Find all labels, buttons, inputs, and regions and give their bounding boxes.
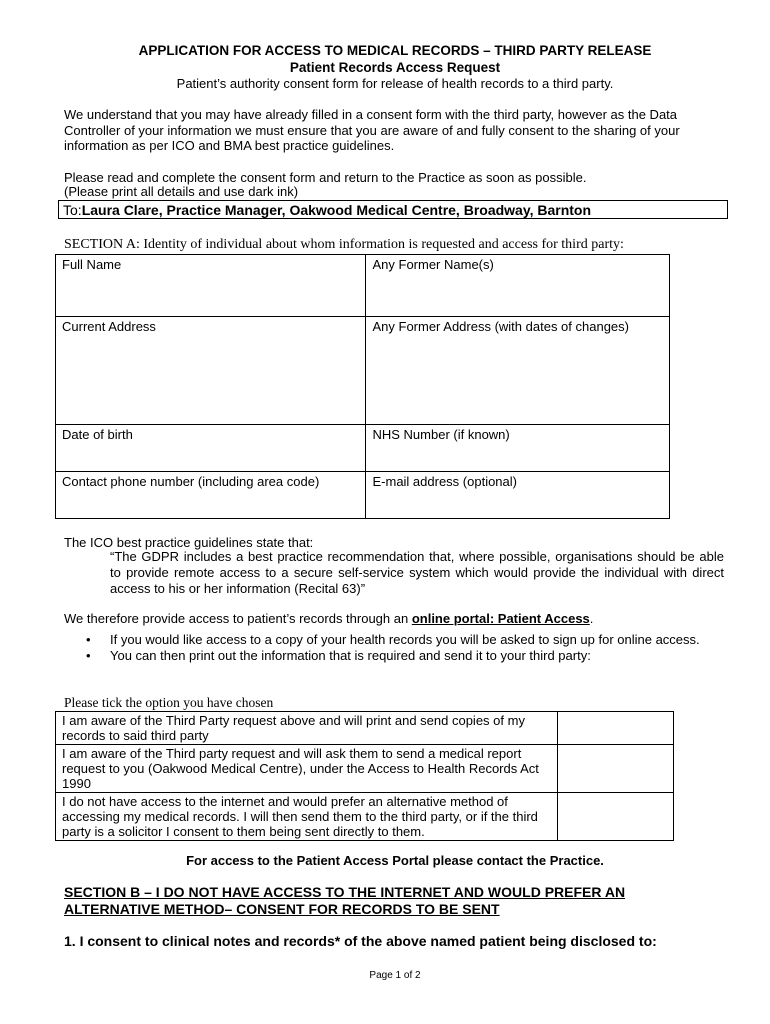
- date-of-birth-label: Date of birth: [62, 427, 133, 442]
- recipient-name: Laura Clare, Practice Manager, Oakwood Medical Centre, Broadway, Barnton: [81, 202, 592, 218]
- options-heading: Please tick the option you have chosen: [64, 695, 274, 710]
- phone-number-field[interactable]: [56, 472, 366, 519]
- portal-text-before: We therefore provide access to patient’s records through an: [64, 611, 412, 626]
- full-name-field[interactable]: [56, 255, 366, 317]
- option-1-text: [56, 712, 558, 745]
- consent-statement: 1. I consent to clinical notes and records* of the above named patient being disclosed to:: [64, 933, 657, 949]
- recipient-prefix: To:: [63, 202, 82, 218]
- option-1-label: I am aware of the Third Party request above and will print and send copies of my records to said third party: [62, 713, 525, 743]
- section-b-heading: [64, 884, 625, 918]
- bullet-text: If you would like access to a copy of your health records you will be asked to sign up for online access.: [110, 632, 700, 647]
- section-b-line-2: ALTERNATIVE METHOD– CONSENT FOR RECORDS TO BE SENT: [64, 901, 500, 917]
- section-a-heading: SECTION A: Identity of individual about whom information is requested and access for third party:: [64, 237, 624, 252]
- option-2-tick-box[interactable]: [558, 745, 674, 793]
- former-names-label: Any Former Name(s): [372, 257, 494, 272]
- former-address-field[interactable]: [366, 317, 670, 425]
- portal-link[interactable]: online portal: Patient Access: [411, 611, 590, 626]
- section-b-line-1: SECTION B – I DO NOT HAVE ACCESS TO THE INTERNET AND WOULD PREFER AN: [64, 884, 626, 900]
- option-2-label: I am aware of the Third party request and will ask them to send a medical report request to you (Oakwood Medical Centre), under the Access to Health Records Act 1990: [62, 746, 539, 791]
- intro-paragraph: We understand that you may have already filled in a consent form with the third party, however as the Data Controller of your information we must ensure that you are aware of and fully consent to the sharing of your information as per ICO and BMA best practice guidelines.: [64, 107, 680, 153]
- form-description: Patient’s authority consent form for release of health records to a third party.: [176, 76, 614, 91]
- email-label: E-mail address (optional): [372, 474, 517, 489]
- bullet-text: You can then print out the information that is required and send it to your third party:: [110, 648, 591, 663]
- instructions-line-1: Please read and complete the consent form and return to the Practice as soon as possible.: [64, 170, 587, 185]
- ico-intro: The ICO best practice guidelines state that:: [64, 535, 314, 550]
- portal-text-after: .: [589, 611, 594, 626]
- list-item: [86, 648, 726, 664]
- full-name-label: Full Name: [62, 257, 122, 272]
- page-number: Page 1 of 2: [369, 970, 421, 981]
- identity-table: [55, 254, 670, 519]
- option-3-tick-box[interactable]: [558, 793, 674, 841]
- options-table: [55, 711, 674, 841]
- former-names-field[interactable]: [366, 255, 670, 317]
- current-address-field[interactable]: [56, 317, 366, 425]
- option-2-text: [56, 745, 558, 793]
- recipient-box: [58, 200, 728, 219]
- bullet-icon: •: [86, 632, 91, 647]
- option-3-label: I do not have access to the internet and would prefer an alternative method of accessing my medical records. I will then send them to the third party, or if the third party is a solicitor I consent to them being sent directly to them.: [62, 794, 538, 839]
- list-item: [86, 632, 726, 648]
- email-field[interactable]: [366, 472, 670, 519]
- portal-statement: [64, 611, 593, 626]
- form-title: APPLICATION FOR ACCESS TO MEDICAL RECORDS – THIRD PARTY RELEASE: [138, 43, 652, 58]
- bullet-icon: •: [86, 648, 91, 663]
- ico-quote: “The GDPR includes a best practice recommendation that, where possible, organisations should be able to provide remote access to a secure self-service system which would provide the individual with direct access to his or her information (Recital 63)”: [110, 549, 724, 596]
- nhs-number-label: NHS Number (if known): [372, 427, 510, 442]
- nhs-number-field[interactable]: [366, 425, 670, 472]
- date-of-birth-field[interactable]: [56, 425, 366, 472]
- option-1-tick-box[interactable]: [558, 712, 674, 745]
- contact-note: For access to the Patient Access Portal please contact the Practice.: [186, 853, 604, 868]
- phone-number-label: Contact phone number (including area code): [62, 474, 320, 489]
- current-address-label: Current Address: [62, 319, 156, 334]
- portal-bullet-list: [86, 632, 726, 664]
- option-3-text: [56, 793, 558, 841]
- form-subtitle: Patient Records Access Request: [289, 60, 501, 75]
- former-address-label: Any Former Address (with dates of changes): [372, 319, 629, 334]
- instructions-line-2: (Please print all details and use dark ink): [64, 184, 299, 199]
